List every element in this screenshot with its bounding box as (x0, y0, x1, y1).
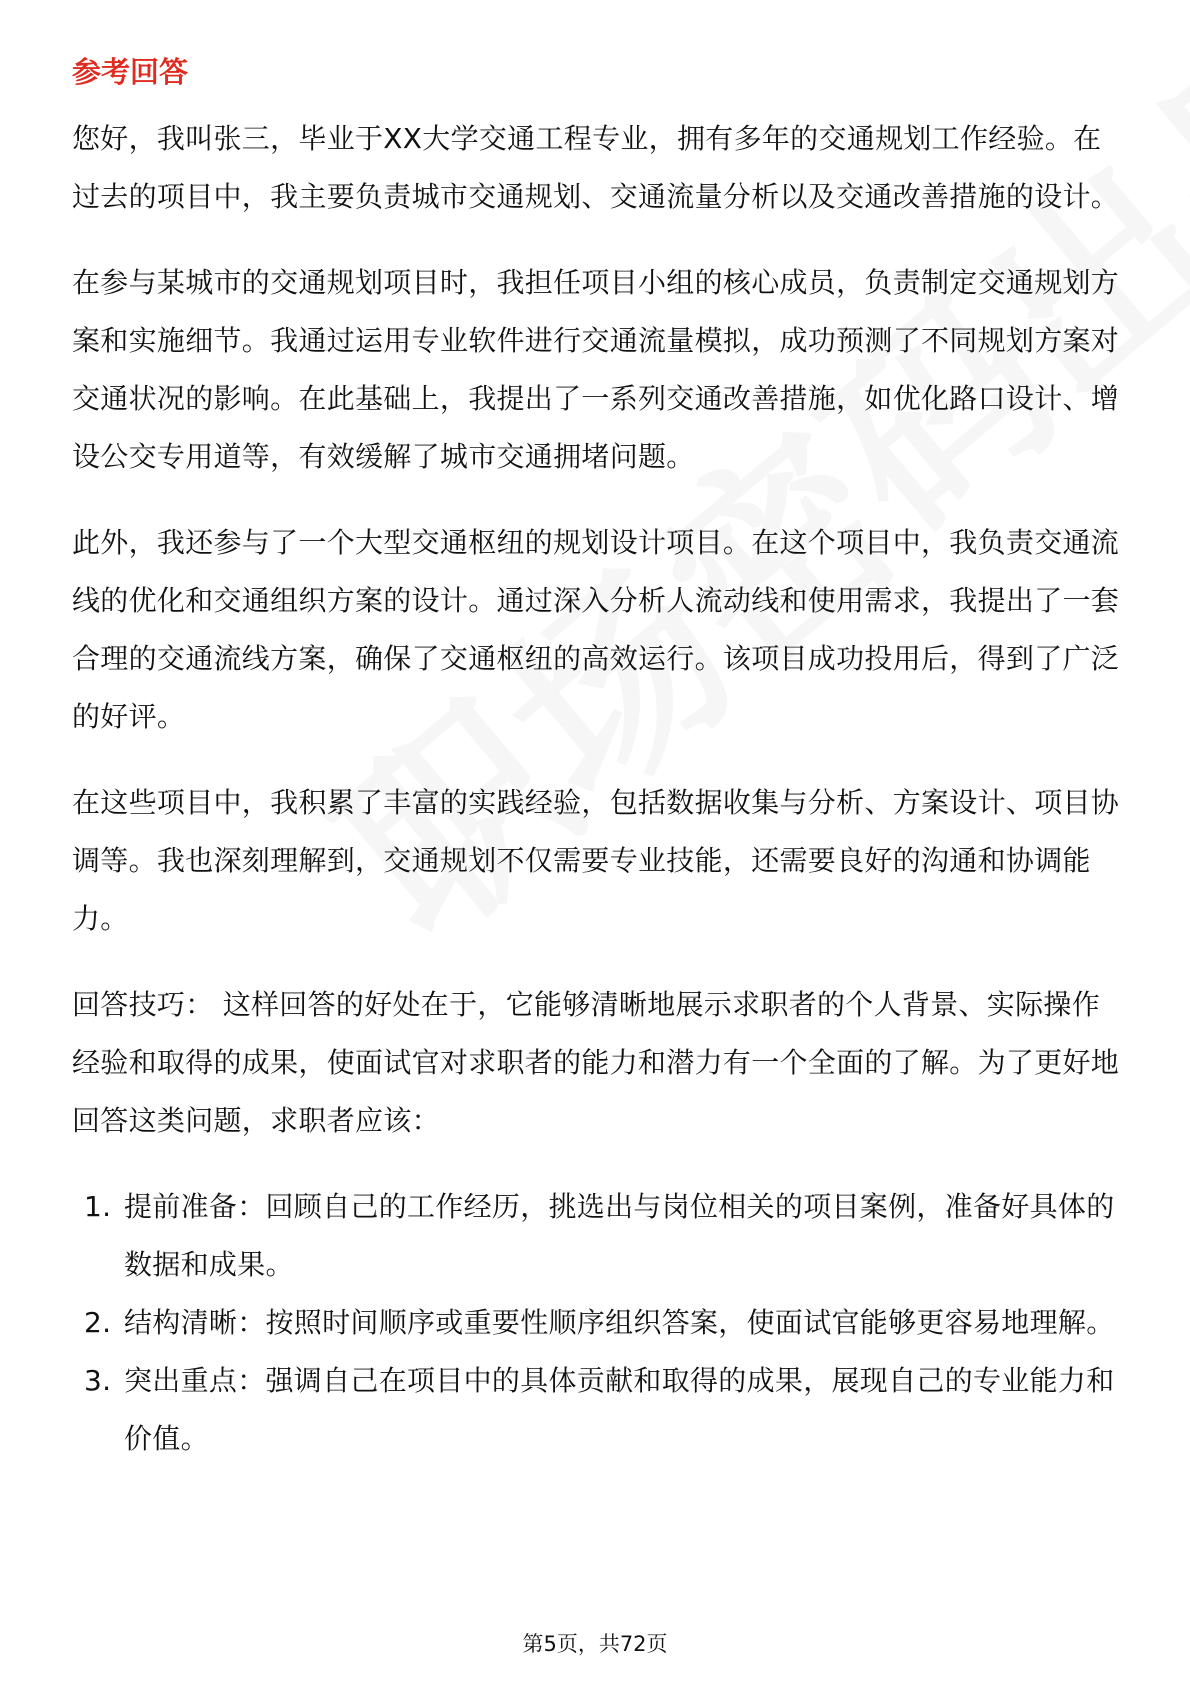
list-item (72, 1352, 1122, 1468)
list-item-text: 提前准备：回顾自己的工作经历，挑选出与岗位相关的项目案例，准备好具体的数据和成果。 (124, 1190, 1115, 1281)
section-heading: 参考回答 (72, 55, 189, 89)
document-page (72, 48, 1122, 1468)
experience-paragraph: 在这些项目中，我积累了丰富的实践经验，包括数据收集与分析、方案设计、项目协调等。我也深刻理解到，交通规划不仅需要专业技能，还需要良好的沟通和协调能力。 (72, 786, 1120, 935)
intro-paragraph: 您好，我叫张三，毕业于XX大学交通工程专业，拥有多年的交通规划工作经验。在过去的项目中，我主要负责城市交通规划、交通流量分析以及交通改善措施的设计。 (72, 122, 1120, 213)
project-paragraph-1: 在参与某城市的交通规划项目时，我担任项目小组的核心成员，负责制定交通规划方案和实施细节。我通过运用专业软件进行交通流量模拟，成功预测了不同规划方案对交通状况的影响。在此基础上，我提出了一系列交通改善措施，如优化路口设计、增设公交专用道等，有效缓解了城市交通拥堵问题。 (72, 266, 1120, 473)
list-number: 2. (84, 1306, 112, 1339)
page-number-footer: 第5页，共72页 (522, 1632, 668, 1656)
project-paragraph-2: 此外，我还参与了一个大型交通枢纽的规划设计项目。在这个项目中，我负责交通流线的优化和交通组织方案的设计。通过深入分析人流动线和使用需求，我提出了一套合理的交通流线方案，确保了交通枢纽的高效运行。该项目成功投用后，得到了广泛的好评。 (72, 526, 1120, 733)
list-item (72, 1294, 1122, 1352)
list-number: 1. (84, 1190, 112, 1223)
list-item (72, 1178, 1122, 1294)
list-number: 3. (84, 1364, 112, 1397)
tips-list (72, 1178, 1122, 1468)
list-item-text: 突出重点：强调自己在项目中的具体贡献和取得的成果，展现自己的专业能力和价值。 (124, 1364, 1115, 1455)
list-item-text: 结构清晰：按照时间顺序或重要性顺序组织答案，使面试官能够更容易地理解。 (124, 1306, 1115, 1339)
tips-intro-paragraph: 回答技巧： 这样回答的好处在于，它能够清晰地展示求职者的个人背景、实际操作经验和取得的成果，使面试官对求职者的能力和潜力有一个全面的了解。为了更好地回答这类问题，求职者应该： (72, 988, 1120, 1137)
